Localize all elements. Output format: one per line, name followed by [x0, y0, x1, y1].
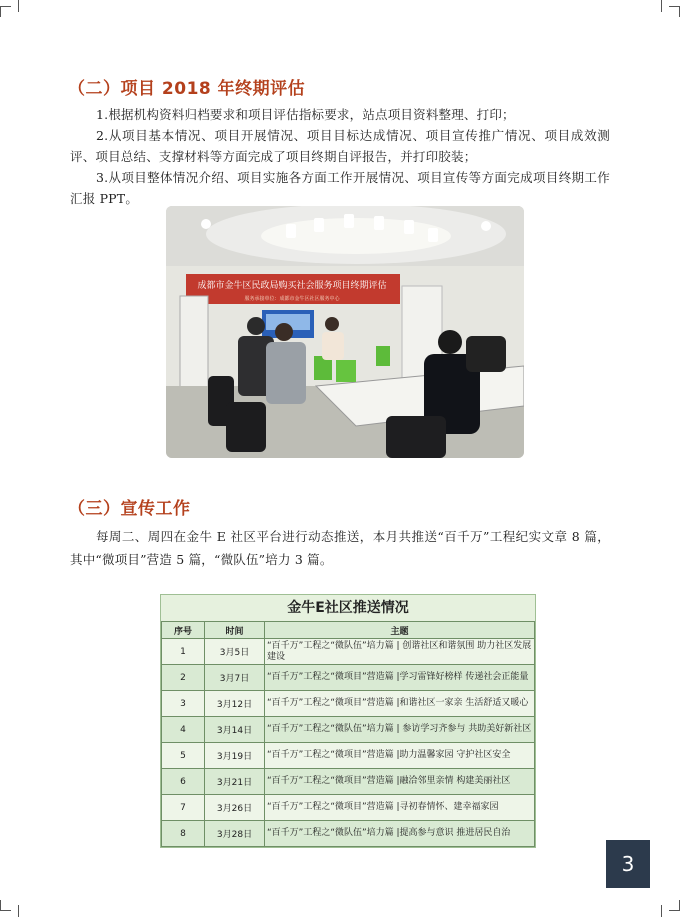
crop-mark [661, 905, 662, 917]
crop-mark [18, 0, 19, 12]
photo-subbanner-text: 服务承接单位：成都市金牛区社区服务中心 [244, 296, 340, 302]
row-topic: “百千万”工程之“微项目”营造篇 |寻初春情怀、建幸福家园 [265, 795, 535, 821]
section-heading-publicity: （三）宣传工作 [68, 499, 191, 519]
row-date: 3月7日 [205, 665, 265, 691]
photo-banner-text: 成都市金牛区民政局购买社会服务项目终期评估 [197, 281, 387, 291]
column-header-date: 时间 [205, 622, 265, 639]
table-row [162, 665, 535, 691]
push-table-title: 金牛E社区推送情况 [161, 595, 535, 621]
row-topic: “百千万”工程之“微队伍”培力篇 |提高参与意识 推进居民自治 [265, 821, 535, 847]
row-topic: “百千万”工程之“微项目”营造篇 |融洽邻里亲情 构建美丽社区 [265, 769, 535, 795]
row-topic: “百千万”工程之“微队伍”培力篇 | 创谐社区和谐氛围 助力社区发展建设 [265, 639, 535, 665]
row-date: 3月26日 [205, 795, 265, 821]
table-row [162, 795, 535, 821]
evaluation-item-2: 2.从项目基本情况、项目开展情况、项目目标达成情况、项目宣传推广情况、项目成效测评、项目总结、支撑材料等方面完成了项目终期自评报告，并打印胶装； [70, 128, 610, 164]
row-date: 3月14日 [205, 717, 265, 743]
column-header-no: 序号 [162, 622, 205, 639]
row-no: 4 [162, 717, 205, 743]
row-topic: “百千万”工程之“微队伍”培力篇 | 参访学习齐参与 共助美好新社区 [265, 717, 535, 743]
row-no: 3 [162, 691, 205, 717]
publicity-paragraph: 每周二、周四在金牛 E 社区平台进行动态推送，本月共推送“百千万”工程纪实文章 8 篇，其中“微项目”营造 5 篇，“微队伍”培力 3 篇。 [70, 529, 610, 567]
evaluation-item-3: 3.从项目整体情况介绍、项目实施各方面工作开展情况、项目宣传等方面完成项目终期工作汇报 PPT。 [70, 170, 610, 206]
push-table-grid [161, 621, 535, 847]
page-number: 3 [606, 840, 650, 888]
crop-mark [18, 905, 19, 917]
row-topic: “百千万”工程之“微项目”营造篇 |学习雷锋好榜样 传递社会正能量 [265, 665, 535, 691]
crop-mark [669, 900, 680, 911]
row-topic: “百千万”工程之“微项目”营造篇 |和谐社区一家亲 生活舒适又暖心 [265, 691, 535, 717]
meeting-photo [166, 206, 524, 458]
table-row [162, 691, 535, 717]
section-heading-evaluation: （二）项目 2018 年终期评估 [68, 79, 306, 99]
row-no: 5 [162, 743, 205, 769]
column-header-topic: 主题 [265, 622, 535, 639]
crop-mark [661, 0, 662, 12]
row-date: 3月21日 [205, 769, 265, 795]
row-no: 8 [162, 821, 205, 847]
table-row [162, 821, 535, 847]
crop-mark [0, 900, 11, 911]
crop-mark [669, 6, 680, 17]
table-header-row [162, 622, 535, 639]
evaluation-item-1: 1.根据机构资料归档要求和项目评估指标要求，站点项目资料整理、打印； [96, 107, 515, 122]
row-no: 7 [162, 795, 205, 821]
table-row [162, 743, 535, 769]
table-row [162, 717, 535, 743]
row-no: 1 [162, 639, 205, 665]
table-row [162, 639, 535, 665]
table-row [162, 769, 535, 795]
row-date: 3月5日 [205, 639, 265, 665]
push-table [160, 594, 536, 848]
row-date: 3月12日 [205, 691, 265, 717]
row-topic: “百千万”工程之“微项目”营造篇 |助力温馨家园 守护社区安全 [265, 743, 535, 769]
row-no: 2 [162, 665, 205, 691]
crop-mark [0, 6, 11, 17]
row-date: 3月19日 [205, 743, 265, 769]
meeting-photo-illustration [166, 206, 524, 458]
row-no: 6 [162, 769, 205, 795]
row-date: 3月28日 [205, 821, 265, 847]
